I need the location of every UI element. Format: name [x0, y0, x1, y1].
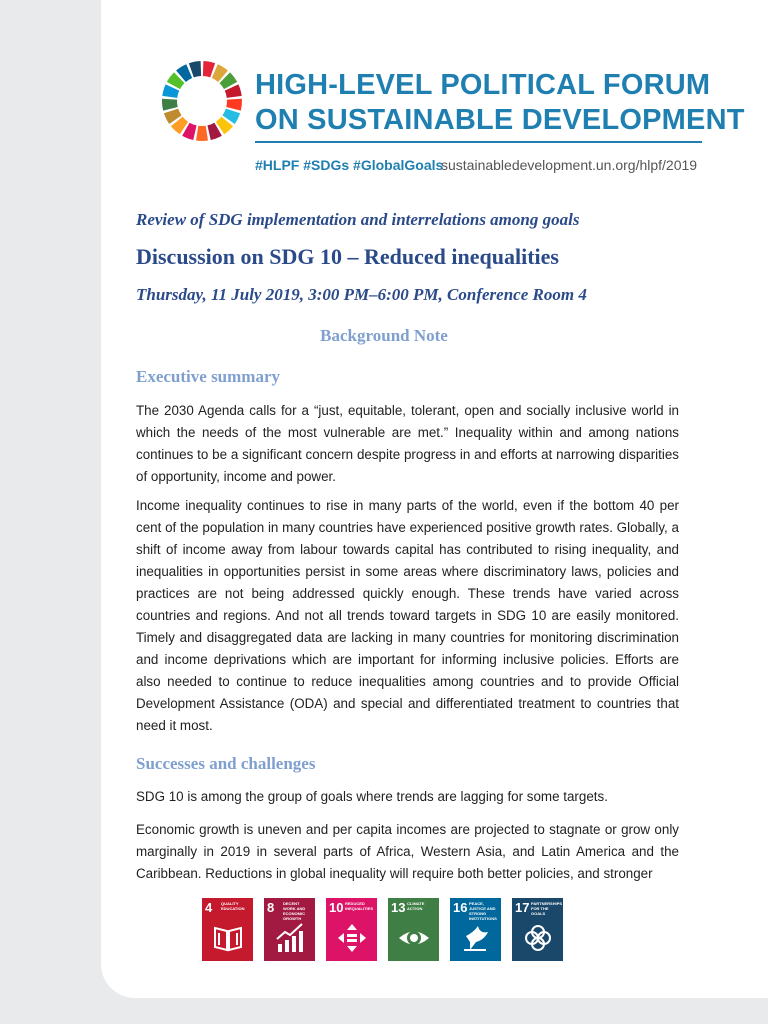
eye-globe-icon: [398, 922, 430, 954]
sdg-label: PARTNERSHIPS FOR THE GOALS: [531, 901, 563, 916]
sdg-8-tile: [264, 898, 315, 961]
meeting-subtitle: Review of SDG implementation and interrelations among goals: [136, 210, 580, 229]
sdg-17-tile: [512, 898, 563, 961]
successes-paragraph-2: Economic growth is uneven and per capita incomes are projected to stagnate or grow only marginally in 2019 in several parts of Africa, Western Asia, and Latin America and the Caribbean. Reductions in global inequality will require both better policies, and stronger: [136, 822, 679, 881]
equality-icon: [336, 922, 368, 954]
forum-title-line1: HIGH-LEVEL POLITICAL FORUM: [255, 69, 711, 101]
sdg-number: 10: [329, 900, 344, 915]
sdg-16-tile: [450, 898, 501, 961]
sdg-number: 17: [515, 900, 530, 915]
sdg-label: CLIMATE ACTION: [407, 901, 425, 911]
growth-chart-icon: [274, 922, 306, 954]
sdg-13-tile: [388, 898, 439, 961]
sdg-label: DECENT WORK AND ECONOMIC GROWTH: [283, 901, 306, 921]
document-title: Discussion on SDG 10 – Reduced inequalities: [136, 244, 559, 269]
meeting-date: Thursday, 11 July 2019, 3:00 PM–6:00 PM, Conference Room 4: [136, 285, 587, 304]
background-note-label: Background Note: [320, 326, 448, 345]
website-link[interactable]: sustainabledevelopment.un.org/hlpf/2019: [441, 157, 698, 173]
wheel-segment: [162, 99, 178, 111]
forum-title: [255, 68, 745, 138]
executive-summary-paragraph-1: The 2030 Agenda calls for a “just, equitable, tolerant, open and socially inclusive world in which the needs of the most vulnerable are met.” Inequality within and among nations continues to be a significant concern despite progress in and efforts at narrowing disparities of opportunity, income and power.: [136, 403, 679, 484]
executive-summary-heading: Executive summary: [136, 367, 281, 386]
sdg-label: REDUCED INEQUALITIES: [345, 901, 374, 911]
sdg-wheel-logo: [161, 60, 243, 142]
wheel-segment: [196, 126, 208, 141]
successes-heading: Successes and challenges: [136, 754, 316, 773]
sdg-4-tile: [202, 898, 253, 961]
hashtags: #HLPF #SDGs #GlobalGoals: [255, 157, 444, 173]
header-rule: [255, 141, 702, 143]
sdg-number: 13: [391, 900, 406, 915]
sdg-label: PEACE, JUSTICE AND STRONG INSTITUTIONS: [469, 901, 497, 921]
sdg-number: 16: [453, 900, 468, 915]
partnership-icon: [522, 922, 554, 954]
executive-summary-paragraph-2: Income inequality continues to rise in many parts of the world, even if the bottom 40 per cent of the population in many countries have experienced positive growth rates. Globally, a shift of income away from labour towards capital has contributed to rising inequality, and inequalities in opportunities persist in some areas where discriminatory laws, policies and practices are not being addressed quickly enough. These trends have varied across countries and regions. And not all trends toward targets in SDG 10 are easily monitored. Timely and disaggregated data are lacking in many countries for monitoring discrimination and income deprivations which are important for informing inclusive policies. Efforts are also needed to continue to reduce inequalities among countries and to provide Official Development Assistance (ODA) and special and differentiated treatment to countries that need it most.: [136, 498, 679, 733]
successes-paragraph-1: SDG 10 is among the group of goals where trends are lagging for some targets.: [136, 789, 608, 804]
dove-icon: [460, 922, 492, 954]
sdg-number: 4: [205, 900, 213, 915]
forum-title-line2: ON SUSTAINABLE DEVELOPMENT: [255, 104, 745, 136]
sdg-label: QUALITY EDUCATION: [221, 901, 245, 911]
wheel-segment: [226, 99, 242, 111]
book-icon: [212, 922, 244, 954]
sdg-10-tile: [326, 898, 377, 961]
sdg-number: 8: [267, 900, 275, 915]
sdg-icon-row: [202, 898, 563, 961]
